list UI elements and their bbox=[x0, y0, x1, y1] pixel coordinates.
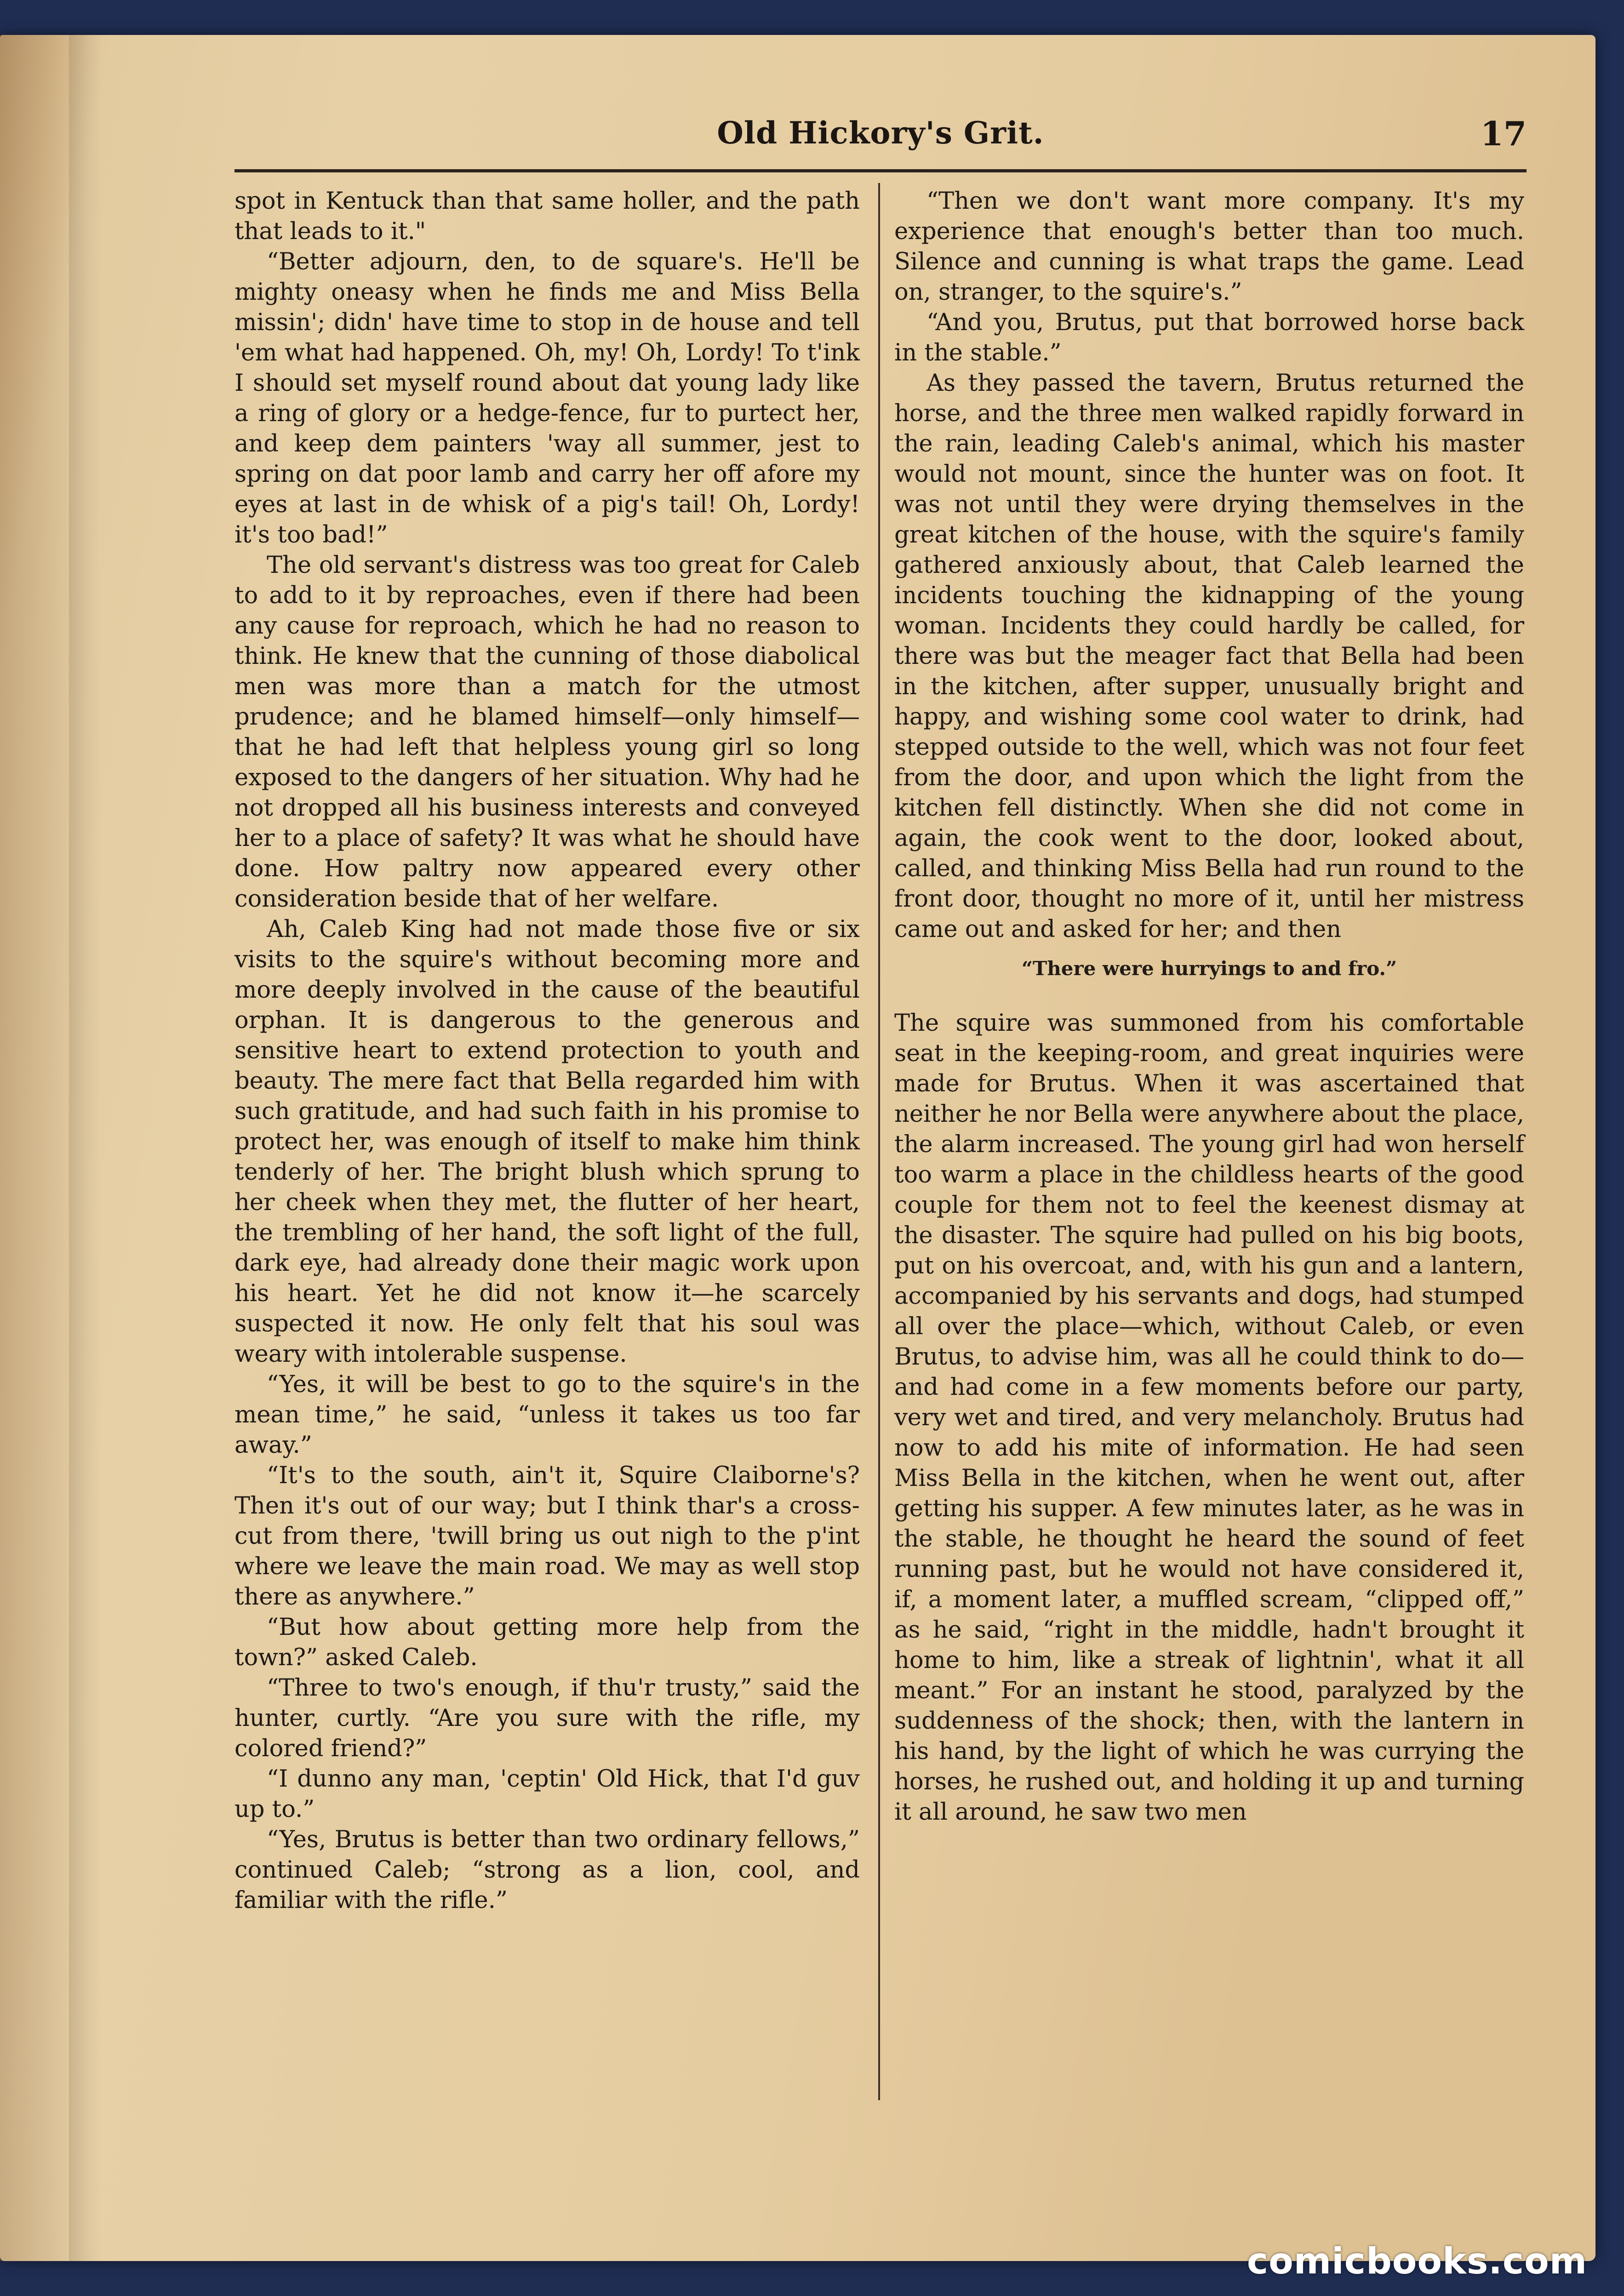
paragraph: “I dunno any man, 'ceptin' Old Hick, that I'd guv up to.” bbox=[234, 1765, 860, 1823]
page-header bbox=[234, 74, 1527, 156]
left-column bbox=[234, 186, 860, 1916]
watermark: comicbooks.com bbox=[1247, 2241, 1587, 2282]
paragraph: The old servant's distress was too great for Caleb to add to it by reproaches, even if there had been any cause for reproach, which he had no reason to think. He knew that the cunning of those diabolical men was more than a match for the utmost prudence; and he blamed himself—only himself—that he had left that helpless young girl so long exposed to the dangers of her situation. Why had he not dropped all his business interests and conveyed her to a place of safety? It was what he should have done. How paltry now appeared every other consideration beside that of her welfare. bbox=[234, 552, 860, 913]
paragraph: As they passed the tavern, Brutus returned the horse, and the three men walked rapidly forward in the rain, leading Caleb's animal, which his master would not mount, since the hunter was on foot. It was not until they were drying themselves in the great kitchen of the house, with the squire's family gathered anxiously about, that Caleb learned the incidents touching the kidnapping of the young woman. Incidents they could hardly be called, for there was but the meager fact that Bella had been in the kitchen, after supper, unusually bright and happy, and wishing some cool water to drink, had stepped outside to the well, which was not four feet from the door, and upon which the light from the kitchen fell distinctly. When she did not come in again, the cook went to the door, looked about, called, and thinking Miss Bella had run round to the front door, thought no more of it, until her mistress came out and asked for her; and then bbox=[894, 370, 1524, 943]
paragraph: “And you, Brutus, put that borrowed horse back in the stable.” bbox=[894, 309, 1524, 366]
paragraph: Ah, Caleb King had not made those five or six visits to the squire's without becoming more and more deeply involved in the cause of the beautiful orphan. It is dangerous to the generous and sensitive heart to extend protection to youth and beauty. The mere fact that Bella regarded him with such gratitude, and had such faith in his promise to protect her, was enough of itself to make him think tenderly of her. The bright blush which sprung to her cheek when they met, the flutter of her heart, the trembling of her hand, the soft light of the full, dark eye, had already done their magic work upon his heart. Yet he did not know it—he scarcely suspected it now. He only felt that his soul was weary with intolerable suspense. bbox=[234, 916, 860, 1368]
paragraph: “Better adjourn, den, to de square's. He'll be mighty oneasy when he finds me and Miss Bella missin'; didn' have time to stop in de house and tell 'em what had happened. Oh, my! Oh, Lordy! To t'ink I should set myself round about dat young lady like a ring of glory or a hedge-fence, fur to purtect her, and keep dem painters 'way all summer, jest to spring on dat poor lamb and carry her off afore my eyes at last in de whisk of a pig's tail! Oh, Lordy! it's too bad!” bbox=[234, 248, 860, 548]
illustration-caption: “There were hurryings to and fro.” bbox=[1021, 957, 1397, 980]
paragraph: spot in Kentuck than that same holler, and the path that leads to it." bbox=[234, 188, 860, 245]
paragraph: “Yes, it will be best to go to the squire's in the mean time,” he said, “unless it takes us too far away.” bbox=[234, 1371, 860, 1459]
paragraph: “Then we don't want more company. It's my experience that enough's better than too much. Silence and cunning is what traps the game. Lead on, stranger, to the squire's.” bbox=[894, 188, 1524, 306]
page-number: 17 bbox=[1480, 114, 1527, 153]
paragraph: “Three to two's enough, if thu'r trusty,” said the hunter, curtly. “Are you sure with the rifle, my colored friend?” bbox=[234, 1674, 860, 1762]
paragraph: The squire was summoned from his comfortable seat in the keeping-room, and great inquiries were made for Brutus. When it was ascertained that neither he nor Bella were anywhere about the place, the alarm increased. The young girl had won herself too warm a place in the childless hearts of the good couple for them not to feel the keenest dismay at the disaster. The squire had pulled on his big boots, put on his overcoat, and, with his gun and a lantern, accompanied by his servants and dogs, had stumped all over the place—which, without Caleb, or even Brutus, to advise him, was all he could think to do—and had come in a few moments before our party, very wet and tired, and very melancholy. Brutus had now to add his mite of information. He had seen Miss Bella in the kitchen, when he went out, after getting his supper. A few minutes later, as he was in the stable, he thought he heard the sound of feet running past, but he would not have considered it, if, a moment later, a muffled scream, “clipped off,” as he said, “right in the middle, hadn't brought it home to him, like a streak of lightnin', what it all meant.” For an instant he stood, paralyzed by the suddenness of the shock; then, with the lantern in his hand, by the light of which he was currying the horses, he rushed out, and holding it up and turning it all around, he saw two men bbox=[894, 1010, 1524, 1826]
paragraph: “But how about getting more help from the town?” asked Caleb. bbox=[234, 1614, 860, 1671]
paragraph: “Yes, Brutus is better than two ordinary fellows,” continued Caleb; “strong as a lion, cool, and familiar with the rifle.” bbox=[234, 1826, 860, 1914]
paragraph: “It's to the south, ain't it, Squire Claiborne's? Then it's out of our way; but I think thar's a cross-cut from there, 'twill bring us out nigh to the p'int where we leave the main road. We may as well stop there as anywhere.” bbox=[234, 1462, 860, 1611]
right-column bbox=[894, 186, 1524, 1828]
header-rule bbox=[234, 169, 1527, 172]
column-divider bbox=[878, 183, 880, 2100]
running-title: Old Hickory's Grit. bbox=[717, 115, 1044, 151]
page-fold-shadow bbox=[69, 35, 101, 2261]
